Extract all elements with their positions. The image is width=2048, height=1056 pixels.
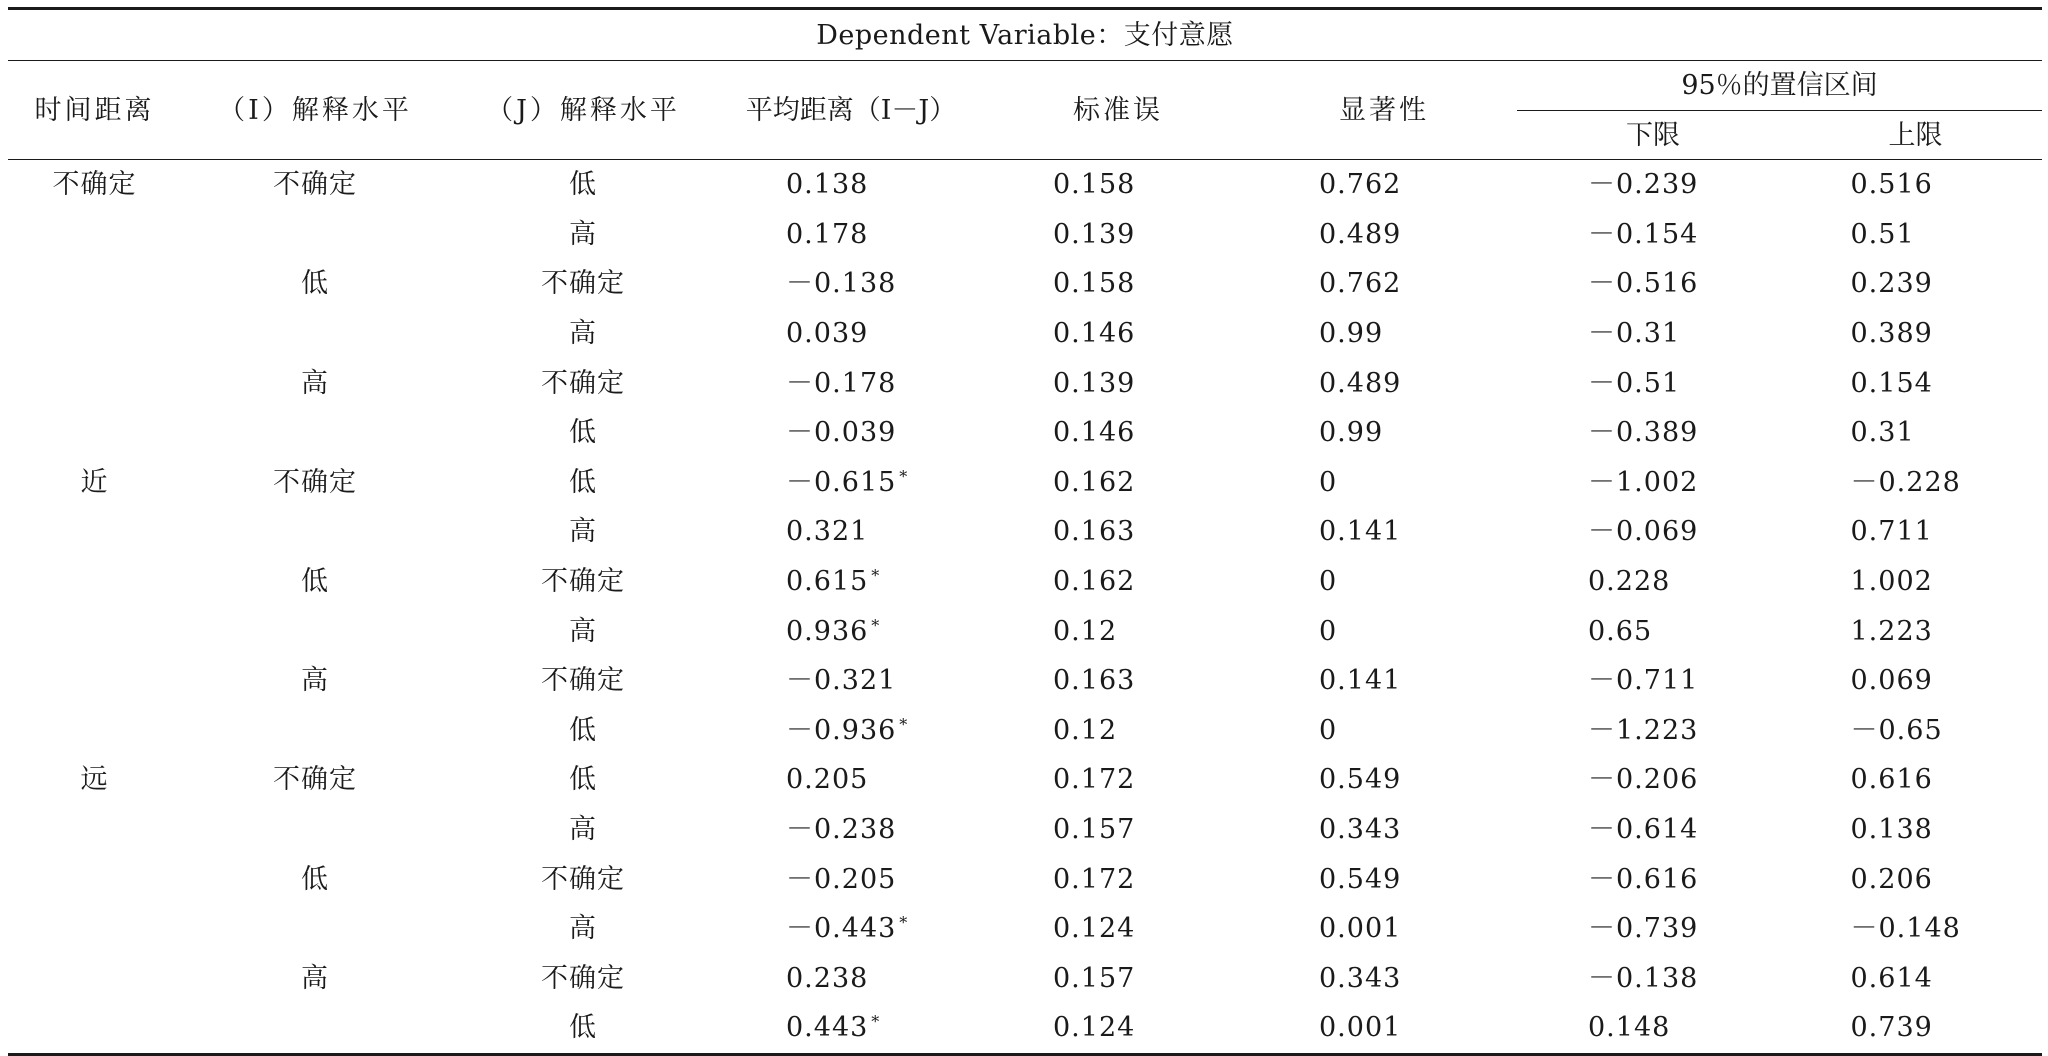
cell-i-level — [181, 309, 449, 359]
cell-significance — [1251, 656, 1517, 706]
cell-ci-lower — [1517, 656, 1789, 706]
table-body — [8, 160, 2042, 1055]
cell-ci-lower — [1517, 259, 1789, 309]
cell-mean-difference — [717, 606, 985, 656]
cell-j-level: 不确定 — [541, 962, 625, 994]
cell-significance — [1251, 755, 1517, 805]
cell-mean-difference-wrap — [786, 218, 916, 250]
cell-mean-difference-value: 0.321 — [786, 516, 869, 548]
cell-ci-lower-value: －0.516 — [1588, 268, 1699, 300]
table-row — [8, 954, 2042, 1004]
cell-i-level — [181, 408, 449, 458]
cell-significance-value: 0.99 — [1319, 417, 1384, 449]
cell-significance — [1251, 507, 1517, 557]
cell-ci-lower — [1517, 606, 1789, 656]
cell-mean-difference-wrap — [786, 863, 916, 895]
cell-mean-difference-wrap — [786, 962, 916, 994]
significance-marker: * — [871, 1012, 881, 1032]
significance-marker: * — [871, 615, 881, 635]
cell-ci-lower-value: 0.65 — [1588, 615, 1653, 647]
cell-significance — [1251, 854, 1517, 904]
cell-std-error-value: 0.139 — [1053, 218, 1136, 250]
cell-significance-value: 0.001 — [1319, 913, 1402, 945]
cell-ci-upper — [1789, 507, 2042, 557]
cell-mean-difference — [717, 408, 985, 458]
cell-std-error-value: 0.146 — [1053, 318, 1136, 350]
cell-significance — [1251, 1003, 1517, 1054]
table-row — [8, 210, 2042, 260]
cell-mean-difference — [717, 904, 985, 954]
cell-j-level: 低 — [569, 764, 597, 796]
cell-mean-difference-wrap — [786, 615, 916, 647]
cell-time-distance: 远 — [80, 764, 109, 796]
cell-j-level: 高 — [569, 913, 597, 945]
cell-ci-upper — [1789, 210, 2042, 260]
cell-std-error — [985, 656, 1251, 706]
cell-significance — [1251, 408, 1517, 458]
header-ci-lower: 下限 — [1517, 111, 1789, 160]
cell-ci-lower — [1517, 458, 1789, 508]
cell-std-error-value: 0.124 — [1053, 913, 1136, 945]
cell-j-level: 低 — [569, 169, 597, 201]
cell-i-level: 高 — [301, 665, 329, 697]
cell-ci-upper — [1789, 408, 2042, 458]
cell-std-error — [985, 854, 1251, 904]
cell-time-distance — [8, 606, 181, 656]
cell-time-distance — [8, 309, 181, 359]
cell-time-distance — [8, 408, 181, 458]
cell-ci-upper-value: －0.228 — [1850, 466, 1961, 498]
cell-ci-upper-value: 0.51 — [1850, 218, 1915, 250]
cell-significance — [1251, 358, 1517, 408]
cell-ci-upper — [1789, 358, 2042, 408]
table-row — [8, 755, 2042, 805]
cell-time-distance — [8, 656, 181, 706]
cell-time-distance: 不确定 — [52, 169, 137, 201]
cell-std-error — [985, 755, 1251, 805]
cell-mean-difference-value: －0.205 — [786, 863, 897, 895]
significance-marker: * — [899, 913, 909, 933]
cell-ci-lower-value: 0.228 — [1588, 566, 1671, 598]
cell-mean-difference-value: －0.321 — [786, 665, 897, 697]
cell-ci-lower — [1517, 904, 1789, 954]
cell-std-error — [985, 358, 1251, 408]
cell-ci-lower-value: －0.069 — [1588, 516, 1699, 548]
cell-ci-lower-value: －0.614 — [1588, 814, 1699, 846]
cell-ci-upper — [1789, 160, 2042, 210]
cell-std-error — [985, 805, 1251, 855]
cell-ci-upper — [1789, 805, 2042, 855]
cell-i-level — [181, 1003, 449, 1054]
cell-std-error-value: 0.162 — [1053, 466, 1136, 498]
cell-ci-upper-value: 0.739 — [1850, 1012, 1933, 1044]
cell-ci-upper-value: 1.002 — [1850, 566, 1933, 598]
cell-std-error — [985, 1003, 1251, 1054]
cell-i-level: 低 — [301, 566, 329, 598]
cell-ci-lower-value: －0.51 — [1588, 367, 1681, 399]
significance-marker: * — [871, 566, 881, 586]
cell-ci-upper — [1789, 755, 2042, 805]
cell-std-error-value: 0.146 — [1053, 417, 1136, 449]
cell-mean-difference — [717, 854, 985, 904]
cell-ci-upper-value: 0.614 — [1850, 962, 1933, 994]
cell-ci-lower-value: －0.154 — [1588, 218, 1699, 250]
cell-mean-difference — [717, 656, 985, 706]
cell-j-level: 低 — [449, 1003, 717, 1054]
cell-mean-difference — [717, 210, 985, 260]
table-row — [8, 160, 2042, 210]
cell-mean-difference-value: 0.205 — [786, 764, 869, 796]
cell-ci-upper-value: 0.711 — [1850, 516, 1933, 548]
cell-ci-upper — [1789, 606, 2042, 656]
cell-significance — [1251, 904, 1517, 954]
cell-significance-value: 0.549 — [1319, 863, 1402, 895]
cell-ci-upper-value: 1.223 — [1850, 615, 1933, 647]
cell-mean-difference — [717, 805, 985, 855]
cell-std-error-value: 0.163 — [1053, 516, 1136, 548]
cell-significance-value: 0.141 — [1319, 665, 1402, 697]
cell-significance-value: 0 — [1319, 714, 1338, 746]
cell-time-distance — [8, 259, 181, 309]
cell-mean-difference-wrap — [786, 913, 916, 945]
cell-ci-lower — [1517, 507, 1789, 557]
cell-i-level — [181, 805, 449, 855]
cell-ci-lower-value: －1.002 — [1588, 466, 1699, 498]
cell-ci-lower — [1517, 1003, 1789, 1054]
table-row — [8, 507, 2042, 557]
cell-mean-difference — [717, 954, 985, 1004]
cell-ci-lower-value: －0.31 — [1588, 318, 1681, 350]
cell-time-distance — [8, 805, 181, 855]
cell-time-distance — [8, 706, 181, 756]
cell-significance-value: 0.762 — [1319, 169, 1402, 201]
cell-ci-lower-value: －0.711 — [1588, 665, 1699, 697]
cell-mean-difference-value: 0.615 — [786, 566, 869, 598]
cell-significance-value: 0.99 — [1319, 318, 1384, 350]
cell-i-level — [181, 210, 449, 260]
cell-ci-upper — [1789, 954, 2042, 1004]
cell-j-level: 不确定 — [541, 268, 625, 300]
cell-j-level: 高 — [569, 218, 597, 250]
cell-mean-difference-wrap — [786, 268, 916, 300]
cell-mean-difference-wrap — [786, 566, 916, 598]
cell-std-error — [985, 507, 1251, 557]
cell-ci-upper — [1789, 1003, 2042, 1054]
cell-ci-upper — [1789, 706, 2042, 756]
cell-std-error — [985, 606, 1251, 656]
cell-significance — [1251, 309, 1517, 359]
cell-ci-lower — [1517, 160, 1789, 210]
cell-ci-upper-value: 0.138 — [1850, 814, 1933, 846]
cell-mean-difference-wrap — [786, 714, 916, 746]
cell-mean-difference-wrap — [786, 466, 916, 498]
cell-std-error — [985, 160, 1251, 210]
cell-std-error-value: 0.157 — [1053, 962, 1136, 994]
cell-ci-lower-value: －0.138 — [1588, 962, 1699, 994]
cell-significance-value: 0.343 — [1319, 814, 1402, 846]
cell-ci-upper-value: －0.148 — [1850, 913, 1961, 945]
cell-significance — [1251, 706, 1517, 756]
header-confidence-interval: 95％的置信区间 — [1517, 61, 2042, 111]
cell-ci-upper-value: 0.616 — [1850, 764, 1933, 796]
cell-significance — [1251, 954, 1517, 1004]
cell-significance — [1251, 210, 1517, 260]
cell-ci-upper — [1789, 458, 2042, 508]
cell-significance — [1251, 259, 1517, 309]
cell-std-error-value: 0.162 — [1053, 566, 1136, 598]
cell-ci-lower-value: －0.206 — [1588, 764, 1699, 796]
cell-ci-upper-value: 0.206 — [1850, 863, 1933, 895]
cell-mean-difference-value: 0.443 — [786, 1012, 869, 1044]
cell-ci-upper — [1789, 557, 2042, 607]
table-row — [8, 259, 2042, 309]
table-row — [8, 309, 2042, 359]
cell-i-level: 低 — [301, 863, 329, 895]
cell-j-level: 不确定 — [541, 863, 625, 895]
cell-ci-lower — [1517, 706, 1789, 756]
cell-mean-difference-wrap — [786, 318, 916, 350]
cell-j-level: 低 — [569, 466, 597, 498]
table-row — [8, 706, 2042, 756]
cell-significance-value: 0.141 — [1319, 516, 1402, 548]
cell-ci-lower — [1517, 557, 1789, 607]
cell-time-distance — [8, 507, 181, 557]
cell-mean-difference-value: 0.039 — [786, 318, 869, 350]
cell-ci-lower — [1517, 854, 1789, 904]
cell-mean-difference — [717, 1003, 985, 1054]
cell-j-level: 不确定 — [541, 665, 625, 697]
cell-mean-difference-value: －0.936 — [786, 714, 897, 746]
cell-significance — [1251, 805, 1517, 855]
cell-ci-upper — [1789, 656, 2042, 706]
dependent-variable-header: Dependent Variable：支付意愿 — [8, 9, 2042, 61]
cell-ci-lower — [1517, 954, 1789, 1004]
multiple-comparisons-table — [8, 7, 2042, 1056]
cell-mean-difference-value: 0.936 — [786, 615, 869, 647]
cell-time-distance — [8, 557, 181, 607]
header-mean-difference: 平均距离（I－J） — [717, 61, 985, 160]
cell-j-level: 高 — [569, 318, 597, 350]
cell-i-level: 高 — [301, 367, 329, 399]
table-row — [8, 557, 2042, 607]
cell-std-error — [985, 706, 1251, 756]
table-row — [8, 904, 2042, 954]
cell-time-distance — [8, 1003, 181, 1054]
cell-ci-upper-value: 0.154 — [1850, 367, 1933, 399]
cell-i-level: 低 — [301, 268, 329, 300]
cell-mean-difference-value: 0.178 — [786, 218, 869, 250]
cell-mean-difference — [717, 160, 985, 210]
cell-ci-lower — [1517, 210, 1789, 260]
table-row — [8, 606, 2042, 656]
cell-mean-difference — [717, 458, 985, 508]
cell-ci-upper-value: 0.389 — [1850, 318, 1933, 350]
cell-significance — [1251, 557, 1517, 607]
significance-marker: * — [899, 714, 909, 734]
cell-significance-value: 0 — [1319, 615, 1338, 647]
cell-j-level: 低 — [569, 714, 597, 746]
comparison-table-container — [8, 7, 2042, 1056]
cell-ci-lower — [1517, 805, 1789, 855]
cell-std-error — [985, 557, 1251, 607]
cell-mean-difference — [717, 706, 985, 756]
cell-mean-difference-wrap — [786, 1012, 916, 1044]
cell-std-error — [985, 259, 1251, 309]
cell-significance — [1251, 160, 1517, 210]
cell-mean-difference-wrap — [786, 169, 916, 201]
cell-mean-difference-wrap — [786, 814, 916, 846]
cell-std-error-value: 0.157 — [1053, 814, 1136, 846]
cell-mean-difference — [717, 309, 985, 359]
cell-significance-value: 0.343 — [1319, 962, 1402, 994]
cell-i-level — [181, 606, 449, 656]
cell-std-error-value: 0.172 — [1053, 764, 1136, 796]
cell-std-error — [985, 954, 1251, 1004]
cell-mean-difference-value: －0.443 — [786, 913, 897, 945]
cell-ci-upper — [1789, 904, 2042, 954]
cell-significance-value: 0.762 — [1319, 268, 1402, 300]
cell-ci-upper — [1789, 259, 2042, 309]
cell-time-distance — [8, 358, 181, 408]
cell-std-error-value: 0.12 — [1053, 714, 1118, 746]
table-row — [8, 1003, 2042, 1054]
cell-time-distance — [8, 210, 181, 260]
cell-i-level: 不确定 — [273, 169, 357, 201]
header-time-distance: 时间距离 — [8, 61, 181, 160]
cell-mean-difference-value: 0.238 — [786, 962, 869, 994]
cell-std-error — [985, 904, 1251, 954]
cell-std-error-value: 0.158 — [1053, 268, 1136, 300]
cell-significance-value: 0 — [1319, 466, 1338, 498]
cell-i-level — [181, 706, 449, 756]
cell-mean-difference — [717, 358, 985, 408]
cell-ci-lower-value: －0.389 — [1588, 417, 1699, 449]
cell-mean-difference — [717, 755, 985, 805]
cell-mean-difference-value: －0.238 — [786, 814, 897, 846]
cell-j-level: 高 — [569, 814, 597, 846]
cell-ci-lower-value: 0.148 — [1588, 1012, 1671, 1044]
cell-mean-difference — [717, 557, 985, 607]
cell-significance-value: 0.549 — [1319, 764, 1402, 796]
cell-std-error — [985, 408, 1251, 458]
header-ci-upper: 上限 — [1789, 111, 2042, 160]
cell-j-level: 不确定 — [541, 367, 625, 399]
cell-std-error-value: 0.139 — [1053, 367, 1136, 399]
cell-significance-value: 0.489 — [1319, 367, 1402, 399]
cell-j-level: 不确定 — [541, 566, 625, 598]
cell-significance — [1251, 458, 1517, 508]
cell-mean-difference-wrap — [786, 764, 916, 796]
cell-ci-upper — [1789, 309, 2042, 359]
cell-significance — [1251, 606, 1517, 656]
header-j-level: （J）解释水平 — [449, 61, 717, 160]
cell-mean-difference-value: －0.615 — [786, 466, 897, 498]
cell-mean-difference — [717, 259, 985, 309]
cell-i-level — [181, 507, 449, 557]
cell-ci-lower — [1517, 358, 1789, 408]
cell-mean-difference-wrap — [786, 665, 916, 697]
cell-std-error — [985, 458, 1251, 508]
cell-mean-difference-value: －0.138 — [786, 268, 897, 300]
cell-std-error — [985, 309, 1251, 359]
cell-time-distance: 近 — [80, 466, 109, 498]
table-row — [8, 656, 2042, 706]
cell-time-distance — [8, 904, 181, 954]
cell-ci-lower-value: －0.239 — [1588, 169, 1699, 201]
cell-ci-lower-value: －0.616 — [1588, 863, 1699, 895]
cell-std-error — [985, 210, 1251, 260]
header-significance: 显著性 — [1251, 61, 1517, 160]
cell-ci-upper-value: 0.31 — [1850, 417, 1915, 449]
cell-mean-difference-value: －0.039 — [786, 417, 897, 449]
cell-ci-lower — [1517, 309, 1789, 359]
significance-marker: * — [899, 466, 909, 486]
cell-std-error-value: 0.163 — [1053, 665, 1136, 697]
cell-i-level: 不确定 — [273, 466, 357, 498]
cell-ci-upper-value: 0.069 — [1850, 665, 1933, 697]
cell-ci-upper-value: 0.516 — [1850, 169, 1933, 201]
table-row — [8, 854, 2042, 904]
cell-ci-lower-value: －1.223 — [1588, 714, 1699, 746]
cell-std-error-value: 0.158 — [1053, 169, 1136, 201]
cell-i-level — [181, 904, 449, 954]
cell-mean-difference-wrap — [786, 516, 916, 548]
cell-mean-difference-value: －0.178 — [786, 367, 897, 399]
cell-significance-value: 0.489 — [1319, 218, 1402, 250]
cell-std-error-value: 0.12 — [1053, 615, 1118, 647]
table-row — [8, 358, 2042, 408]
cell-i-level: 不确定 — [273, 764, 357, 796]
cell-j-level: 高 — [569, 516, 597, 548]
cell-significance-value: 0 — [1319, 566, 1338, 598]
table-row — [8, 408, 2042, 458]
cell-significance-value: 0.001 — [1319, 1012, 1402, 1044]
cell-j-level: 高 — [569, 615, 597, 647]
cell-ci-upper-value: －0.65 — [1850, 714, 1943, 746]
cell-ci-lower — [1517, 755, 1789, 805]
cell-mean-difference-wrap — [786, 417, 916, 449]
cell-time-distance — [8, 954, 181, 1004]
cell-time-distance — [8, 854, 181, 904]
cell-mean-difference-wrap — [786, 367, 916, 399]
table-row — [8, 805, 2042, 855]
cell-i-level: 高 — [301, 962, 329, 994]
cell-mean-difference — [717, 507, 985, 557]
cell-std-error-value: 0.172 — [1053, 863, 1136, 895]
table-row — [8, 458, 2042, 508]
cell-ci-lower — [1517, 408, 1789, 458]
cell-mean-difference-value: 0.138 — [786, 169, 869, 201]
header-i-level: （I）解释水平 — [181, 61, 449, 160]
cell-ci-upper — [1789, 854, 2042, 904]
cell-ci-lower-value: －0.739 — [1588, 913, 1699, 945]
cell-j-level: 低 — [569, 417, 597, 449]
cell-std-error-value: 0.124 — [1053, 1012, 1136, 1044]
header-std-error: 标准误 — [985, 61, 1251, 160]
cell-ci-upper-value: 0.239 — [1850, 268, 1933, 300]
